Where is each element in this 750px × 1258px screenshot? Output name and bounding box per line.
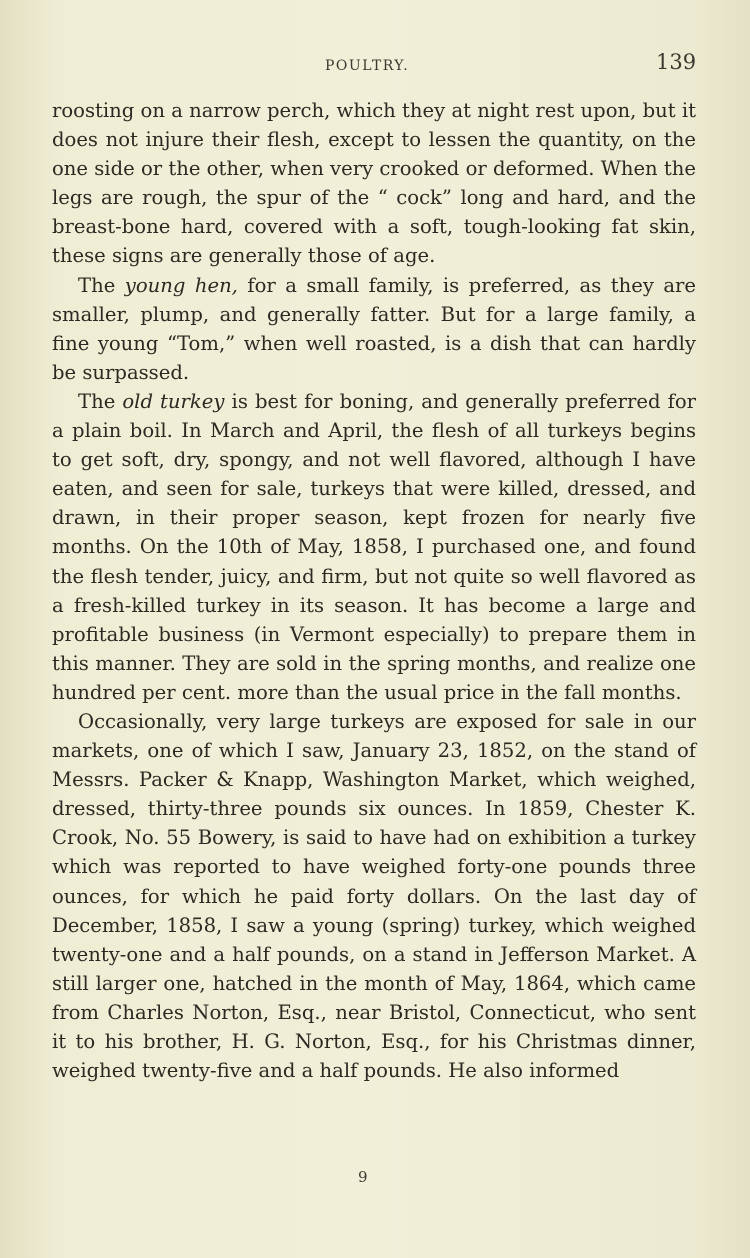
text-run: The <box>78 389 123 413</box>
running-title: POULTRY. <box>325 58 410 74</box>
signature-mark: 9 <box>358 1168 368 1186</box>
body-text <box>52 96 696 1085</box>
italic-phrase: young hen, <box>124 273 238 297</box>
text-run: is best for boning, and generally preferred for a plain boil. In March and April, the flesh of all turkeys begins to get soft, dry, spongy, and not well flavored, although I have eaten, and seen for sale, turkeys that were killed, dressed, and drawn, in their proper season, kept frozen for nearly five months. On the 10th of May, 1858, I purchased one, and found the flesh tender, juicy, and firm, but not quite so well flavored as a fresh-killed turkey in its season. It has become a large and profitable business (in Vermont especially) to prepare them in this manner. They are sold in the spring months, and realize one hundred per cent. more than the usual price in the fall months. <box>52 389 697 704</box>
paragraph-2 <box>52 271 696 387</box>
text-run: roosting on a narrow perch, which they at night rest upon, but it does not injure their flesh, except to lessen the quantity, on the one side or the other, when very crooked or deformed. When the legs are rough, the spur of the “ cock” long and hard, and the breast-bone hard, covered with a soft, tough-looking fat skin, these signs are generally those of age. <box>52 99 696 268</box>
paragraph-3 <box>52 387 696 707</box>
italic-phrase: old turkey <box>122 389 225 413</box>
paragraph-4 <box>52 707 696 1085</box>
page-number: 139 <box>656 50 697 74</box>
text-run: The <box>78 273 125 297</box>
paragraph-1 <box>52 96 696 271</box>
text-run: Occasionally, very large turkeys are exposed for sale in our markets, one of which I saw, January 23, 1852, on the stand of Messrs. Packer & Knapp, Washington Market, which weighed, dressed, thirty-three pounds six ounces. In 1859, Chester K. Crook, No. 55 Bowery, is said to have had on exhibition a turkey which was reported to have weighed forty-one pounds three ounces, for which he paid forty dollars. On the last day of December, 1858, I saw a young (spring) turkey, which weighed twenty-one and a half pounds, on a stand in Jefferson Market. A still larger one, hatched in the month of May, 1864, which came from Charles Norton, Esq., near Bristol, Connecticut, who sent it to his brother, H. G. Norton, Esq., for his Christmas dinner, weighed twenty-five and a half pounds. He also informed <box>52 709 696 1083</box>
running-head <box>0 50 750 82</box>
text-run: for a small family, is preferred, as they are smaller, plump, and generally fatter. But for a large family, a fine young “Tom,” when well roasted, is a dish that can hardly be surpassed. <box>52 273 697 384</box>
